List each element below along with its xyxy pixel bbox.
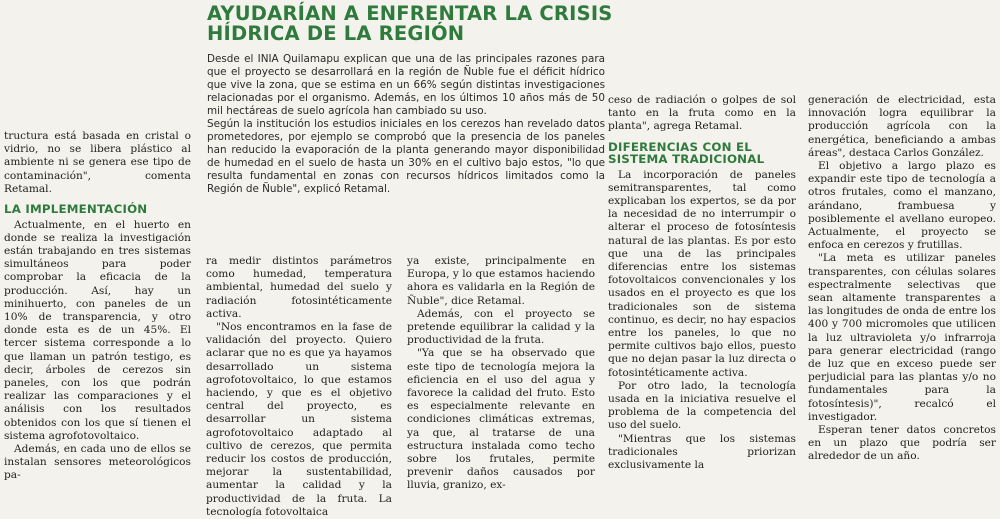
article-column-4 [608, 94, 796, 472]
column-paragraph: "La meta es utilizar paneles transparentes, con células solares espectralmente selectivas que sean altamente transparentes a las longitudes de onda de entre los 400 y 700 micromoles que utilicen la luz ultravioleta y/o infrarroja para generar electricidad (rango de luz que en exceso puede ser perjudicial para las plantas y/o no fundamentales para la fotosíntesis)", recalcó el investigador. [808, 252, 996, 423]
lede-paragraph-2: Según la institución los estudios iniciales en los cerezos han revelado datos prometedores, por ejemplo se comprobó que la presencia de los paneles han reducido la evaporación de la planta generando mayor disponibilidad de humedad en el suelo de hasta un 30% en el cultivo bajo estos, "lo que resulta fundamental en zonas con recursos hídricos limitados como la Región de Ñuble", explicó Retamal. [207, 118, 605, 196]
lede-block [207, 53, 605, 197]
column-paragraph: Actualmente, en el huerto en donde se realiza la investigación están trabajando en tres sistemas simultáneos para poder comprobar la eficacia de la producción. Así, hay un minihuerto, con paneles de un 10% de transparencia, y otro donde esta es de un 45%. El tercer sistema corresponde a lo que llaman un patrón testigo, es decir, árboles de cerezos sin paneles, con los que podrán realizar las comparaciones y el análisis con los resultados obtenidos con los que sí tienen el sistema agrofotovoltaico. [4, 218, 191, 442]
column-paragraph: "Mientras que los sistemas tradicionales priorizan exclusivamente la [608, 432, 796, 472]
column-paragraph: ya existe, principalmente en Europa, y lo que estamos haciendo ahora es validarla en la Región de Ñuble", dice Retamal. [407, 255, 595, 307]
section-headline [207, 4, 627, 44]
article-column-5 [808, 94, 996, 464]
article-column-3 [407, 255, 595, 493]
column-paragraph: Además, con el proyecto se pretende equilibrar la calidad y la productividad de la fruta. [407, 307, 595, 347]
column-paragraph: El objetivo a largo plazo es expandir este tipo de tecnología a otros frutales, como el manzano, arándano, frambuesa y posiblemente el avellano europeo. Actualmente, el proyecto se enfoca en cerezos y frutillas. [808, 160, 996, 252]
column-paragraph: Además, en cada uno de ellos se instalan sensores meteorológicos pa- [4, 442, 191, 482]
column-paragraph: tructura está basada en cristal o vidrio, no se libera plástico al ambiente ni se genera ese tipo de contaminación", comenta Retamal. [4, 130, 191, 195]
article-column-1 [4, 130, 191, 483]
column-paragraph: La incorporación de paneles semitransparentes, tal como explicaban los expertos, se da por la necesidad de no interrumpir o alterar el proceso de fotosíntesis natural de las plantas. Es por esto que una de las principales diferencias entre los sistemas fotovoltaicos convencionales y los usados en el proyecto es que los tradicionales son de sistema continuo, es decir, no hay espacios entre los paneles, lo que no permite cultivos bajo ellos, puesto que no dejan pasar la luz directa o fotosintéticamente activa. [608, 168, 796, 379]
column-paragraph: "Ya que se ha observado que este tipo de tecnología mejora la eficiencia en el uso del agua y favorece la calidad del fruto. Esto es especialmente relevante en condiciones climáticas extremas, ya que, al tratarse de una estructura instalada como techo sobre los frutales, permite prevenir daños causados por lluvia, granizo, ex- [407, 347, 595, 492]
column-paragraph: ra medir distintos parámetros como humedad, temperatura ambiental, humedad del suelo y radiación fotosintéticamente activa. [206, 255, 392, 320]
headline-line-2: HÍDRICA DE LA REGIÓN [207, 22, 465, 45]
column-paragraph: generación de electricidad, esta innovación logra equilibrar la producción agrícola con la energética, beneficiando a ambas áreas", destaca Carlos González. [808, 94, 996, 159]
headline-line-1: AYUDARÍAN A ENFRENTAR LA CRISIS [207, 2, 613, 25]
article-column-2 [206, 255, 392, 519]
lede-paragraph-1: Desde el INIA Quilamapu explican que una de las principales razones para que el proyecto se desarrollará en la región de Ñuble fue el déficit hídrico que vive la zona, que se estima en un 66% según distintas investigaciones relacionadas por el organismo. Además, en los últimos 10 años más de 50 mil hectáreas de suelo agrícola han cambiado su uso. [207, 53, 605, 118]
subheading-implementacion: LA IMPLEMENTACIÓN [4, 202, 148, 217]
column-paragraph: ceso de radiación o golpes de sol tanto en la fruta como en la planta", agrega Retamal. [608, 94, 796, 133]
column-paragraph: Esperan tener datos concretos en un plazo que podría ser alrededor de un año. [808, 424, 996, 463]
subheading-diferencias: DIFERENCIAS CON EL SISTEMA TRADICIONAL [608, 139, 765, 167]
column-paragraph: Por otro lado, la tecnología usada en la iniciativa resuelve el problema de la competencia del uso del suelo. [608, 379, 796, 432]
column-paragraph: "Nos encontramos en la fase de validación del proyecto. Quiero aclarar que no es que ya hayamos desarrollado un sistema agrofotovoltaico, lo que estamos haciendo, y que es el objetivo central del proyecto, es desarrollar un sistema agrofotovoltaico adaptado al cultivo de cerezos, que permita reducir los costos de producción, mejorar la sustentabilidad, aumentar la calidad y la productividad de la fruta. La tecnología fotovoltaica [206, 321, 392, 518]
